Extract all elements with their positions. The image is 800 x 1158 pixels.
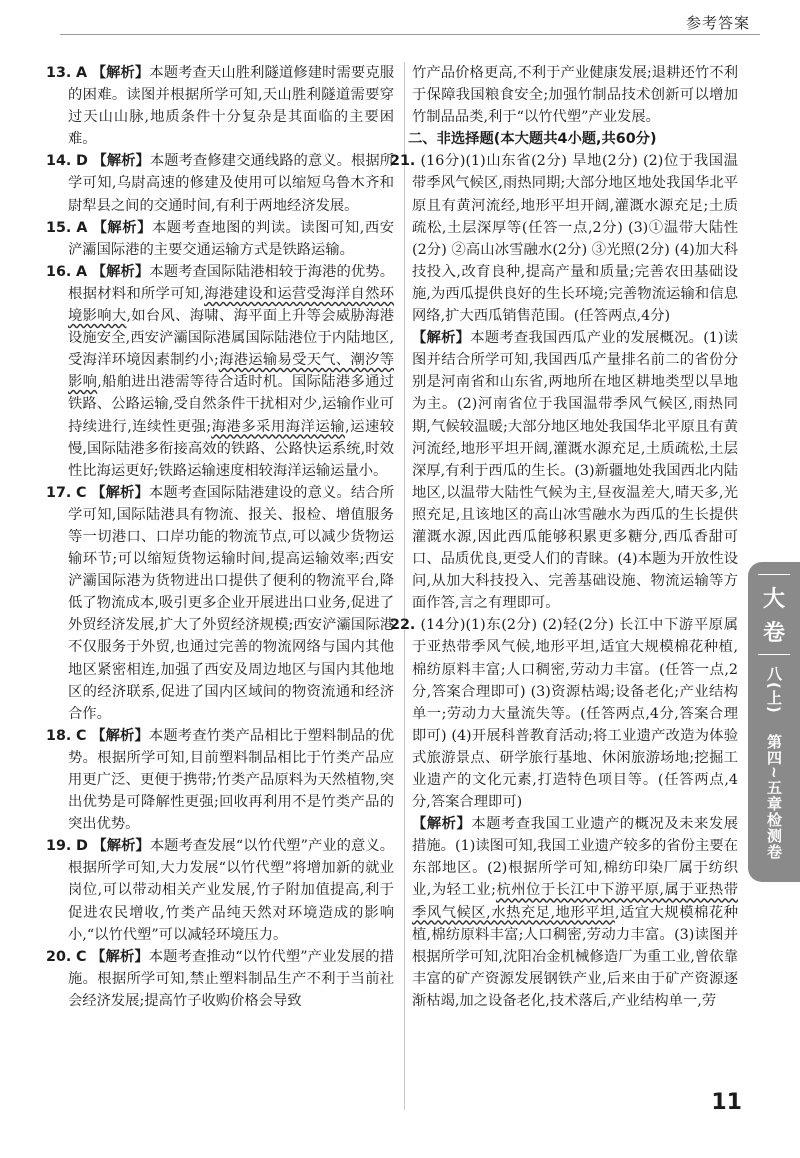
- analysis-text: 本题考查地图的判读。读图可知,西安浐灞国际港的主要交通运输方式是铁路运输。: [68, 219, 395, 258]
- question-number: 17.: [46, 484, 72, 501]
- analysis-tag: 【解析】: [92, 153, 150, 170]
- question-number: 22.: [390, 617, 416, 634]
- answer-letter: A: [75, 263, 88, 280]
- answer-22: [390, 614, 738, 813]
- side-tab-char: 卷: [762, 621, 785, 646]
- answer-letter: D: [75, 153, 88, 170]
- answer-13: [46, 62, 395, 150]
- question-number: 18.: [46, 727, 72, 744]
- answer-letter: A: [75, 65, 88, 81]
- question-number: 13.: [46, 65, 72, 81]
- key-point-underlined: 杭州位于长江中下游平原,属于亚热带季风气候区,水热充足,地形平坦: [412, 882, 738, 921]
- side-tab-rule: [758, 574, 790, 575]
- side-tab: [748, 562, 800, 882]
- analysis-tag: 【解析】: [91, 948, 149, 965]
- question-number: 16.: [46, 263, 72, 280]
- analysis-text: 本题考查推动“以竹代塑”产业发展的措施。根据所学可知,禁止塑料制品生产不利于当前社会经济发展;提高竹子收购价格会导致: [68, 948, 394, 1009]
- question-number: 14.: [46, 153, 72, 170]
- analysis-text: 本题考查国际陆港建设的意义。结合所学可知,国际陆港具有物流、报关、报检、增值服务等一切港口、口岸功能的物流节点,可以减少货物运输环节;可以缩短货物运输时间,提高运输效率;西安浐灞国际港为货物进出口提供了便利的物流平台,降低了物流成本,吸引更多企业开展进出口业务,促进了外贸经济发展,扩大了外贸经济规模;西安浐灞国际港不仅服务于外贸,也通过完善的物流网络与国内其他地区紧密相连,加强了西安及周边地区与国内其他地区的经济联系,促进了国内区域间的物资流通和经济合作。: [68, 484, 395, 722]
- answer-15: [46, 217, 395, 261]
- question-number: 21.: [390, 153, 416, 170]
- analysis-text: 本题考查竹类产品相比于塑料制品的优势。根据所学可知,目前塑料制品相比于竹类产品应用更广泛、更便于携带;竹类产品原料为天然植物,突出优势是可降解性更强;回收再利用不是竹类产品的突出优势。: [68, 727, 395, 833]
- answer-letter: C: [76, 727, 87, 744]
- left-column: [46, 62, 395, 1012]
- question-number: 15.: [46, 219, 72, 236]
- answer-14: [46, 150, 395, 216]
- answer-19: [46, 835, 395, 945]
- analysis-text: 本题考查发展“以竹代塑”产业的意义。根据所学可知,大力发展“以竹代塑”将增加新的就业岗位,可以带动相关产业发展,竹子附加值提高,利于促进农民增收,竹类产品纯天然对环境造成的影响小,“以竹代塑”可以减轻环境压力。: [68, 838, 395, 943]
- side-tab-grade: 八(上): [765, 666, 783, 714]
- analysis-tag: 【解析】: [92, 838, 150, 855]
- right-column: [390, 62, 739, 1012]
- page-number: 11: [711, 1090, 742, 1115]
- key-point-underlined: 海港多采用海洋运输: [211, 418, 346, 435]
- analysis-text: 本题考查我国西瓜产业的发展概况。(1)读图并结合所学可知,我国西瓜产量排名前二的省份分别是河南省和山东省,两地所在地区耕地类型以旱地为主。(2)河南省位于我国温带季风气候区,雨热同期,气候较温暖;大部分地区地处我国华北平原且有黄河流经,地形平坦开阔,灌溉水源充足,土质疏松,土层深厚,有利于西瓜的生长。(3)新疆地处我国西北内陆地区,以温带大陆性气候为主,昼夜温差大,晴天多,光照充足,且该地区的高山冰雪融水为西瓜的生长提供灌溉水源,因此西瓜能够积累更多糖分,西瓜香甜可口、品质优良,更受人们的青睐。(4)本题为开放性设问,从加大科技投入、完善基础设施、物流运输等方面作答,言之有理即可。: [412, 330, 739, 612]
- analysis-tag: 【解析】: [92, 219, 152, 236]
- header-rule: [60, 34, 760, 35]
- analysis-text: ,运速较慢,国际陆港多衔接高效的铁路、公路快运系统,时效性比海运更好;铁路运输速度相较海洋运输运量小。: [68, 418, 394, 479]
- side-tab-chapter: 第四~五章检测卷: [765, 734, 783, 860]
- answer-text: (16分)(1)山东省(2分) 旱地(2分) (2)位于我国温带季风气候区,雨热同期;大部分地区地处我国华北平原且有黄河流经,地形平坦开阔,灌溉水源充足;土质疏松,土层深厚等(任答一点,2分) (3)①温带大陆性(2分) ②高山冰雪融水(2分) ③光照(2分) (4)加大科技投入,改育良种,提高产量和质量;完善农田基础设施,为西瓜提供良好的生长环境;完善物流运输和信息网络,扩大西瓜销售范围。(任答两点,4分): [412, 153, 738, 325]
- analysis-tag: 【解析】: [412, 330, 471, 347]
- analysis-text: 本题考查国际陆港相较于海港的优势。根据材料和所学可知,: [68, 263, 395, 302]
- side-tab-rule: [758, 654, 790, 655]
- column-divider: [404, 62, 405, 1110]
- analysis-21: [412, 327, 738, 614]
- answer-18: [46, 725, 395, 835]
- key-point-underlined: 海港建设和运营受海洋自然环境影响大: [68, 285, 395, 325]
- answer-letter: A: [76, 219, 88, 236]
- analysis-tag: 【解析】: [91, 263, 150, 280]
- answer-20: [46, 946, 394, 1012]
- analysis-tag: 【解析】: [91, 65, 150, 81]
- analysis-22: [412, 813, 738, 1012]
- analysis-text: 本题考查我国工业遗产的概况及未来发展措施。(1)读图可知,我国工业遗产较多的省份主要在东部地区。(2)根据所学可知,棉纺印染厂属于纺织业,为轻工业;: [412, 816, 739, 899]
- analysis-tag: 【解析】: [91, 727, 149, 744]
- analysis-text: ,如台风、海啸、海平面上升等会威胁海港设施安全,西安浐灞国际港属国际陆港位于内陆地区,受海洋环境因素制约小;: [68, 308, 395, 369]
- analysis-text: ,适宜大规模棉花种植,棉纺原料丰富;人口稠密,劳动力丰富。(3)读图并根据所学可知,沈阳冶金机械修造厂为重工业,曾依靠丰富的矿产资源发展钢铁产业,后来由于矿产资源逐渐枯竭,加之设备老化,技术落后,产业结构单一,劳: [412, 904, 738, 1009]
- section-heading: 二、非选择题(本大题共4小题,共60分): [408, 131, 657, 148]
- key-point-underlined: 海港运输易受天气、潮汐等影响: [68, 352, 394, 391]
- answer-21: [390, 150, 738, 327]
- question-number: 19.: [46, 838, 72, 855]
- analysis-text: 本题考查修建交通线路的意义。根据所学可知,乌尉高速的修建及使用可以缩短乌鲁木齐和尉犁县之间的交通时间,有利于两地经济发展。: [68, 153, 395, 214]
- answer-16: [46, 261, 395, 482]
- answer-letter: C: [75, 948, 87, 965]
- side-tab-char: 大: [762, 587, 785, 612]
- analysis-tag: 【解析】: [412, 816, 472, 833]
- answer-letter: C: [76, 484, 87, 501]
- analysis-text: 本题考查天山胜利隧道修建时需要克服的困难。读图并根据所学可知,天山胜利隧道需要穿过天山山脉,地质条件十分复杂是其面临的主要困难。: [68, 65, 395, 148]
- question-number: 20.: [46, 948, 72, 965]
- answer-17: [46, 482, 395, 725]
- analysis-text: ,船舶进出港需等待合适时机。国际陆港多通过铁路、公路运输,受自然条件干扰相对少,运输作业可持续进行,连续性更强;: [68, 374, 395, 435]
- page-header: 参考答案: [685, 14, 750, 32]
- answer-text: (14分)(1)东(2分) (2)轻(2分) 长江中下游平原属于亚热带季风气候,地形平坦,适宜大规模棉花种植,棉纺原料丰富;人口稠密,劳动力丰富。(任答一点,2分,答案合理即可) (3)资源枯竭;设备老化;产业结构单一;劳动力大量流失等。(任答两点,4分,答案合理即可) (4)开展科普教育活动;将工业遗产改造为体验式旅游景点、研学旅行基地、休闲旅游场地;挖掘工业遗产的文化元素,打造特色项目等。(任答两点,4分,答案合理即可): [412, 617, 738, 811]
- answer-letter: D: [75, 838, 88, 855]
- answer-20-continued: 竹产品价格更高,不利于产业健康发展;退耕还竹不利于保障我国粮食安全;加强竹制品技术创新可以增加竹制品品类,利于“以竹代塑”产业发展。: [412, 65, 738, 126]
- analysis-tag: 【解析】: [91, 484, 149, 501]
